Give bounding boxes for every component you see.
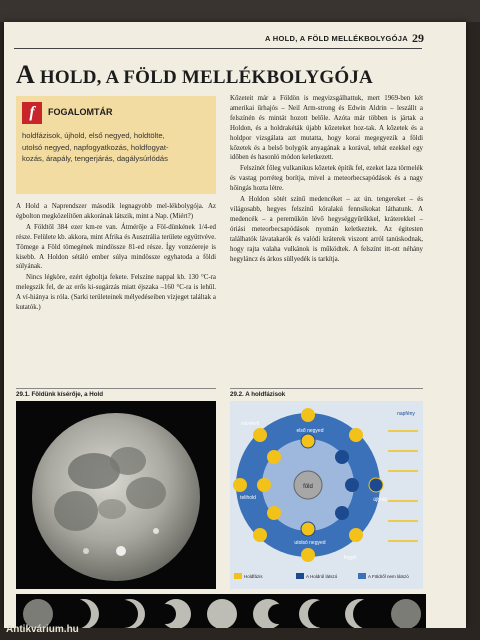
glossary-box	[16, 96, 216, 194]
paragraph: A Holdon sötét színű medencéket – az ún. tengereket – és világosabb, hegyes felszínű köralakú fennsíkokat láthatunk. A medencék – a peremükön lévő hegységgyűrűkkel, kráterekkel – óriási meteorbecsapódások nyomán keletkeztek. Az égitesten találhatók lávatakarók és valódi kráterek viszont arról tanúskodnak, hogy rajta valaha vulkánok is működtek. A felszínt itt-ott néhány hegyláncz és árkos süllyedék is tarkítja.	[230, 196, 423, 263]
growing-label: növekvő	[240, 421, 260, 427]
mare	[126, 477, 166, 509]
figure-caption-phases: 29.2. A holdfázisok	[230, 391, 286, 398]
moon-phases-diagram	[230, 401, 423, 589]
first-quarter-label: első negyed	[296, 428, 324, 434]
legend	[234, 573, 409, 579]
glossary-line: holdfázisok, újhold, első negyed, holdtölte,	[22, 131, 165, 140]
page-number: 29	[412, 31, 424, 45]
legend-item: Holdfázis	[244, 574, 263, 579]
page-title	[16, 60, 373, 90]
earth-label: föld	[303, 484, 313, 490]
moon-photo-illustration	[16, 401, 216, 589]
moon-disc	[32, 413, 200, 581]
paragraph: Felszínét főleg vulkanikus kőzetek építik fel, ezeket laza törmelék és vastag porréteg borítja, mivel a meteorbecsapódások és a nagy hőingás hozta létre.	[230, 165, 423, 193]
paragraph: A Földtől 384 ezer km-re van. Átmérője a Föl-dünkének 1/4-ed része. Felülete kb. akkora, mint Afrika és Ausztrália területe együttvéve. Tömege a Föld tömegének mindössze 81-ed része. Így vonzóereje is kisebb. A Holdon sétáló ember súlya mindössze egyhatoda a földi súlyának.	[16, 223, 216, 271]
title-rest: HOLD, A FÖLD MELLÉKBOLYGÓJA	[34, 67, 373, 88]
running-title: A HOLD, A FÖLD MELLÉKBOLYGÓJA	[264, 34, 408, 43]
book-page	[4, 22, 466, 628]
moon-photo	[16, 401, 216, 589]
glossary-line: kozás, árapály, tengerjárás, dagálysúrlódás	[22, 154, 168, 163]
phases-illustration	[230, 401, 423, 589]
top-band	[0, 0, 480, 22]
phase-sequence-illustration	[16, 594, 426, 628]
watermark: Antikvárium.hu	[6, 624, 79, 635]
caption-rule	[230, 388, 423, 389]
new-moon-label: újhold	[373, 497, 387, 503]
mare	[110, 447, 146, 475]
paragraph: A Hold a Naprendszer második legnagyobb mel-lékbolygója. Az égbolton megközelítően akkorának látszik, mint a Nap. (Miért?)	[16, 203, 216, 220]
glossary-f-icon: f	[22, 102, 42, 124]
figure-caption-moon: 29.1. Földünk kísérője, a Hold	[16, 391, 103, 398]
crater	[116, 546, 126, 556]
waning-label: fogyó	[343, 555, 357, 561]
sunlight-label: napfény	[397, 411, 415, 417]
header-rule	[14, 48, 422, 49]
glossary-heading: FOGALOMTÁR	[48, 107, 113, 117]
phase-sequence-strip	[16, 594, 426, 628]
crater	[153, 528, 159, 534]
mare	[98, 499, 126, 519]
left-column	[16, 202, 216, 314]
right-column	[230, 94, 423, 265]
paragraph: Nincs légköre, ezért égboltja fekete. Felszíne nappal kb. 130 °C-ra melegszik fel, de az erős ki-sugárzás miatt éjszaka –160 °C-ra is lehűl. A ví-hiánya is róla. (Sarki területeinek mélyedéseiben vízjeget találtak a kutatók.)	[16, 274, 216, 312]
title-initial: A	[16, 60, 35, 89]
legend-item: A Holdról látszó	[306, 574, 338, 579]
paragraph: Kőzeteit már a Földön is megvizsgálhattuk, mert 1969-ben két amerikai űrhajós – Neil Arm-strong és Edwin Aldrin – leszállt a felszínén és mintát hozott belőle. Azóta már többen is jártak a Holdon, és a holdrakéták újabb kőzeteket hoz-tak. A kőzetek és a holdpor vizsgálata azt mutatta, hogy korai megegyezik a földi kőzetek és a belső bolygók anyagának a korával, tehát ezekkel egy időben és hasonló módon keletkezett.	[230, 95, 423, 162]
mare	[54, 491, 98, 531]
caption-rule	[16, 388, 216, 389]
legend-item: A Földről nem látszó	[368, 574, 409, 579]
full-moon-label: telihold	[240, 495, 256, 501]
glossary-line: utolsó negyed, napfogyatkozás, holdfogyat-	[22, 142, 169, 152]
glossary-terms	[22, 130, 212, 165]
last-quarter-label: utolsó negyed	[294, 540, 326, 546]
crater	[83, 548, 89, 554]
